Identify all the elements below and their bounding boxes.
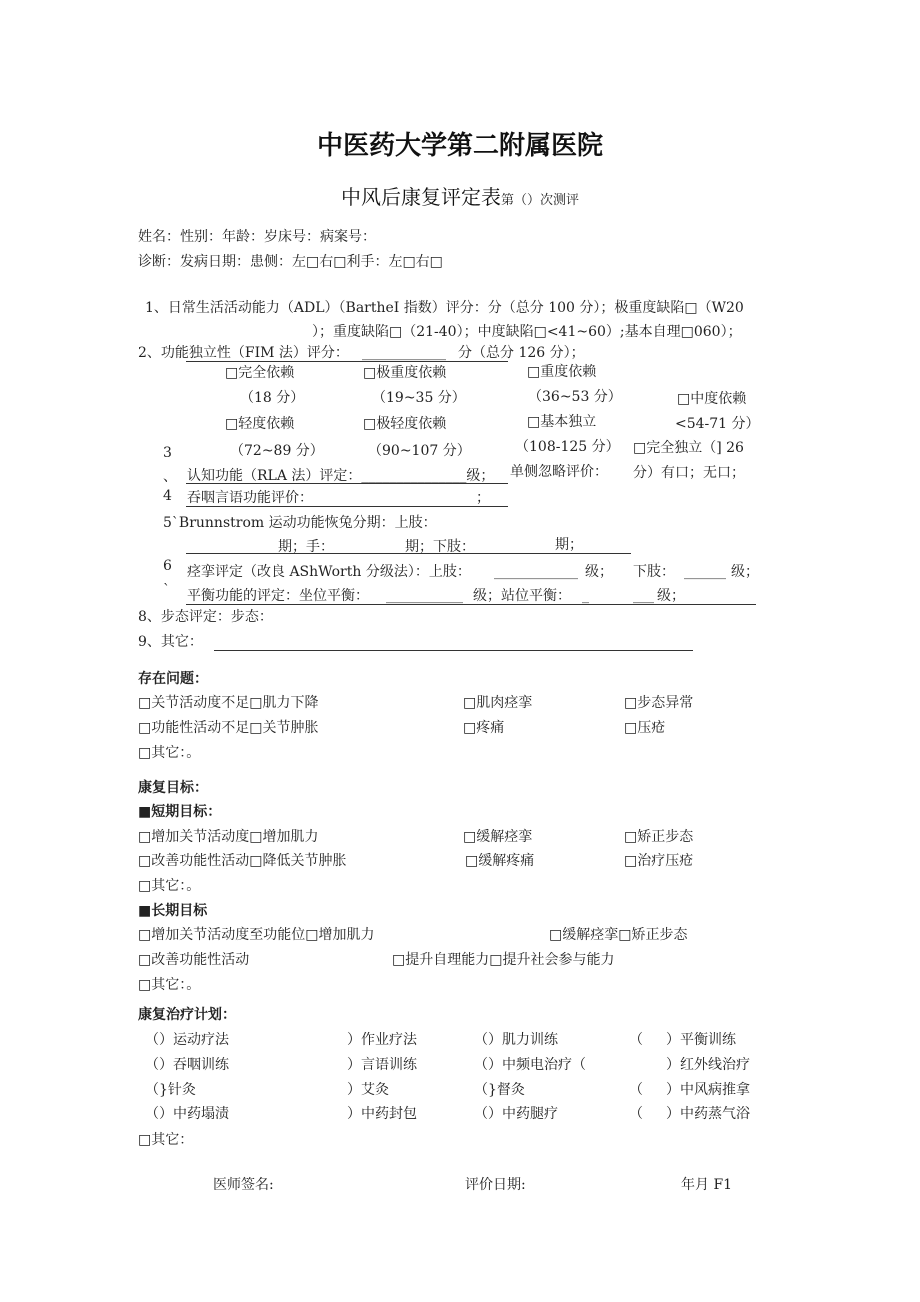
doctor-signature[interactable]: 医师签名: bbox=[213, 1177, 274, 1193]
item-number-7-mark: ` bbox=[163, 582, 170, 598]
plan-herbal-leg[interactable]: （）中药腿疗 bbox=[474, 1106, 558, 1122]
item-number-3: 3 bbox=[163, 445, 172, 461]
date-ymd: 年月 F1 bbox=[681, 1177, 733, 1193]
problem-other[interactable]: □其它：。 bbox=[138, 745, 201, 761]
plan-massage-paren: （ bbox=[629, 1082, 643, 1098]
brunnstrom-underline bbox=[186, 553, 631, 554]
short-goal-other[interactable]: □其它：。 bbox=[138, 878, 201, 894]
balance-assessment: 平衡功能的评定：坐位平衡： bbox=[187, 588, 369, 604]
plan-exercise-therapy[interactable]: （）运动疗法 bbox=[145, 1032, 229, 1048]
form-title-line bbox=[0, 185, 920, 210]
standing-balance-blank-a[interactable]: _ bbox=[582, 588, 589, 604]
gait-assessment: 8、步态评定：步态： bbox=[138, 609, 273, 625]
fim-moderate-score: <54-71 分） bbox=[675, 416, 760, 432]
item-number-3-separator: 、 bbox=[163, 469, 177, 485]
swallow-underline bbox=[186, 506, 508, 507]
plan-infrared[interactable]: ）红外线治疗 bbox=[666, 1057, 750, 1073]
brunnstrom-lower-stage[interactable]: 期； bbox=[555, 537, 583, 553]
other-assessment: 9、其它： bbox=[138, 634, 203, 650]
plan-acupuncture[interactable]: （}针灸 bbox=[145, 1082, 196, 1098]
swallow-speech-end: ； bbox=[476, 490, 490, 506]
cognition-underline bbox=[186, 483, 508, 484]
short-goal-gait[interactable]: □矫正步态 bbox=[624, 829, 694, 845]
goals-heading: 康复目标： bbox=[138, 780, 208, 796]
plan-strength-training[interactable]: （）肌力训练 bbox=[474, 1032, 558, 1048]
long-goal-other[interactable]: □其它：。 bbox=[138, 977, 201, 993]
plan-heading: 康复治疗计划： bbox=[138, 1007, 236, 1023]
problem-function-swelling[interactable]: □功能性活动不足□关节肿胀 bbox=[138, 720, 319, 736]
hospital-name: 中医药大学第二附属医院 bbox=[316, 131, 603, 161]
problem-rom-strength[interactable]: □关节活动度不足□肌力下降 bbox=[138, 695, 319, 711]
problem-pain[interactable]: □疼痛 bbox=[463, 720, 505, 736]
fim-label: 2、功能独立性（FIM 法）评分： bbox=[138, 345, 349, 361]
swallow-speech-assessment: 吞咽言语功能评价： bbox=[187, 490, 313, 506]
fim-complete-independence-suffix: 分）有口；无口； bbox=[633, 465, 745, 481]
spasm-upper-blank[interactable]: ____________ bbox=[494, 564, 578, 580]
fim-severe-dependence[interactable]: □重度依赖 bbox=[527, 364, 597, 380]
short-goal-pressure-sore[interactable]: □治疗压疮 bbox=[624, 853, 694, 869]
plan-swallow-training[interactable]: （）吞咽训练 bbox=[145, 1057, 229, 1073]
form-title: 中风后康复评定表 bbox=[340, 185, 501, 209]
unilateral-neglect: 单侧忽略评价： bbox=[510, 464, 608, 480]
plan-herbal-compress[interactable]: （）中药塌渍 bbox=[145, 1106, 229, 1122]
plan-speech-training[interactable]: ）言语训练 bbox=[347, 1057, 417, 1073]
patient-info-line2: 诊断：发病日期：患侧：左□右□利手：左□右□ bbox=[138, 254, 443, 270]
patient-info-line1: 姓名：性别：年龄：岁床号：病案号： bbox=[138, 229, 376, 245]
brunnstrom-upper-stage[interactable]: 期；手： bbox=[278, 539, 334, 555]
fim-complete-independence[interactable]: □完全独立（] 26 bbox=[633, 440, 744, 456]
fim-very-mild-score: （90~107 分） bbox=[368, 443, 471, 459]
fim-complete-dependence[interactable]: □完全依赖 bbox=[225, 365, 295, 381]
fim-moderate-dependence[interactable]: □中度依赖 bbox=[677, 391, 747, 407]
plan-balance-training[interactable]: ）平衡训练 bbox=[666, 1032, 736, 1048]
short-goal-pain[interactable]: □缓解疼痛 bbox=[465, 853, 535, 869]
plan-herbal-pack[interactable]: ）中药封包 bbox=[347, 1106, 417, 1122]
plan-mid-frequency[interactable]: （）中频电治疗（ bbox=[474, 1057, 586, 1073]
long-goal-function[interactable]: □改善功能性活动 bbox=[138, 952, 250, 968]
other-assessment-line[interactable] bbox=[214, 650, 693, 651]
long-goal-selfcare-social[interactable]: □提升自理能力□提升社会参与能力 bbox=[392, 952, 615, 968]
evaluation-date[interactable]: 评价日期: bbox=[465, 1177, 526, 1193]
plan-stroke-massage[interactable]: ）中风病推拿 bbox=[666, 1082, 750, 1098]
problem-spasm[interactable]: □肌肉痉挛 bbox=[463, 695, 533, 711]
spasm-assessment: 痉挛评定（改良 AShWorth 分级法）：上肢： bbox=[187, 564, 471, 580]
fim-extreme-score: （19~35 分） bbox=[372, 390, 466, 406]
adl-line1: 1、日常生活活动能力（ADL）（BartheI 指数）评分：分（总分 100 分）；极重度缺陷□（W20 bbox=[145, 300, 744, 316]
fim-extreme-dependence[interactable]: □极重度依赖 bbox=[363, 365, 447, 381]
standing-balance-blank-b[interactable]: ___ bbox=[633, 588, 654, 604]
brunnstrom-hand-stage[interactable]: 期；下肢： bbox=[405, 539, 475, 555]
fim-very-mild-dependence[interactable]: □极轻度依赖 bbox=[363, 416, 447, 432]
sitting-balance-blank[interactable]: ___________ bbox=[386, 588, 463, 604]
fim-score-suffix: 分（总分 126 分）； bbox=[458, 345, 585, 361]
long-goal-spasm-gait[interactable]: □缓解痉挛□矫正步态 bbox=[549, 927, 688, 943]
fim-underline bbox=[186, 361, 508, 362]
fim-basic-independence[interactable]: □基本独立 bbox=[527, 414, 597, 430]
short-goal-spasm[interactable]: □缓解痉挛 bbox=[463, 829, 533, 845]
spasm-lower-unit: 级； bbox=[731, 564, 759, 580]
problem-pressure-sore[interactable]: □压疮 bbox=[624, 720, 666, 736]
standing-balance-label: 级；站位平衡： bbox=[473, 588, 571, 604]
problem-gait[interactable]: □步态异常 bbox=[624, 695, 694, 711]
long-term-heading: ■长期目标 bbox=[138, 903, 208, 919]
balance-underline bbox=[186, 604, 756, 605]
plan-occupational-therapy[interactable]: ）作业疗法 bbox=[347, 1032, 417, 1048]
fim-mild-score: （72~89 分） bbox=[230, 443, 324, 459]
spasm-lower-label: 下肢： bbox=[633, 564, 675, 580]
short-goal-function-swelling[interactable]: □改善功能性活动□降低关节肿胀 bbox=[138, 853, 347, 869]
form-round: 第（）次测评 bbox=[500, 193, 579, 208]
plan-steam-paren: （ bbox=[629, 1106, 643, 1122]
short-term-heading: ■短期目标： bbox=[138, 804, 222, 820]
standing-balance-unit: 级； bbox=[657, 588, 685, 604]
plan-herbal-steam[interactable]: ）中药蒸气浴 bbox=[666, 1106, 750, 1122]
plan-other[interactable]: □其它： bbox=[138, 1132, 194, 1148]
fim-severe-score: （36~53 分） bbox=[528, 389, 622, 405]
fim-complete-score: （18 分） bbox=[240, 390, 305, 406]
cognition-assessment[interactable]: 认知功能（RLA 法）评定：_______________级； bbox=[187, 468, 495, 484]
long-goal-rom-strength[interactable]: □增加关节活动度至功能位□增加肌力 bbox=[138, 927, 375, 943]
item-number-6: 6 bbox=[163, 558, 172, 574]
plan-balance-paren: （ bbox=[629, 1032, 643, 1048]
plan-du-moxibustion[interactable]: （}督灸 bbox=[474, 1082, 525, 1098]
spasm-lower-blank[interactable]: ______ bbox=[684, 564, 726, 580]
fim-mild-dependence[interactable]: □轻度依赖 bbox=[225, 416, 295, 432]
brunnstrom-label: 5`Brunnstrom 运动功能恢兔分期：上肢： bbox=[163, 515, 437, 531]
spasm-upper-unit: 级； bbox=[585, 564, 613, 580]
short-goal-rom-strength[interactable]: □增加关节活动度□增加肌力 bbox=[138, 829, 319, 845]
adl-line2: ）；重度缺陷□（21-40）；中度缺陷□<41~60）;基本自理□060）； bbox=[312, 324, 742, 340]
problems-heading: 存在问题： bbox=[138, 671, 208, 687]
fim-score-blank[interactable]: ____________ bbox=[362, 345, 446, 361]
item-number-4: 4 bbox=[163, 488, 172, 504]
fim-basic-score: （108-125 分） bbox=[515, 439, 620, 455]
plan-moxibustion[interactable]: ）艾灸 bbox=[347, 1082, 389, 1098]
